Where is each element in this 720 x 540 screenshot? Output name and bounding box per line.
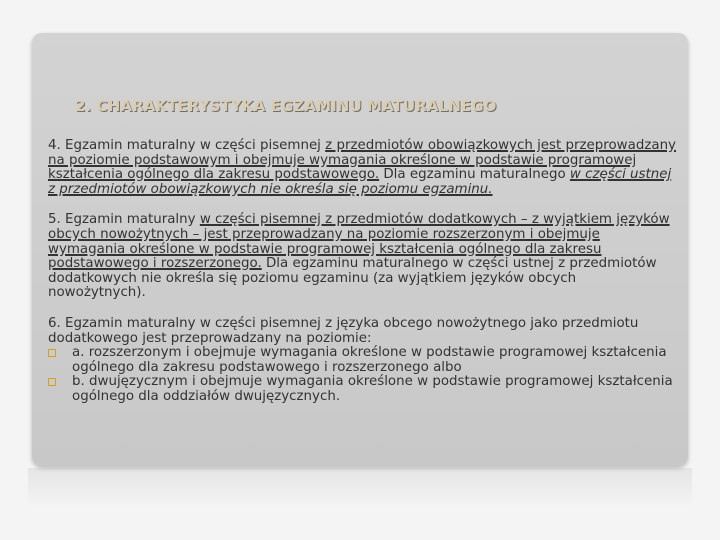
paragraph-4-underlined-main: z przedmiotów obowiązkowych jest przeprowadzany na poziomie podstawowym i obejmuje wymagania określone w podstawie programowej kształcenia ogólnego dla zakresu podstawowego.	[48, 138, 676, 183]
paragraph-5-underlined-main: w części pisemnej z przedmiotów dodatkowych – z wyjątkiem języków obcych nowożytnych – jest przeprowadzany na poziomie rozszerzonym i obejmuje wymagania określone w podstawie programowej kształcenia ogólnego dla zakresu podstawowego i rozszerzonego.	[48, 212, 670, 272]
paragraph-5-intro: 5. Egzamin maturalny	[48, 212, 200, 228]
bullet-item-a-text: a. rozszerzonym i obejmuje wymagania określone w podstawie programowej kształcenia ogólnego dla zakresu podstawowego i rozszerzonego albo	[72, 345, 667, 375]
slide-title: 2. CHARAKTERYSTYKA EGZAMINU MATURALNEGO	[75, 97, 497, 115]
bullet-item-b-text: b. dwujęzycznym i obejmuje wymagania określone w podstawie programowej kształcenia ogólnego dla oddziałów dwujęzycznych.	[72, 374, 673, 404]
paragraph-6	[48, 317, 678, 346]
bullet-item-a	[48, 346, 678, 375]
paragraph-4-underlined-oral: w części ustnej z przedmiotów obowiązkowych nie określa się poziomu egzaminu.	[48, 167, 672, 197]
slide-content	[48, 139, 678, 405]
paragraph-4	[48, 139, 678, 197]
paragraph-4-middle: Dla egzaminu maturalnego	[379, 167, 570, 183]
paragraph-5-tail: Dla egzaminu maturalnego w części ustnej z przedmiotów dodatkowych nie określa się poziomu egzaminu (za wyjątkiem języków obcych nowożytnych).	[48, 256, 657, 301]
paragraph-5	[48, 213, 678, 301]
square-bullet-icon	[48, 349, 56, 357]
square-bullet-icon	[48, 378, 56, 386]
paragraph-4-intro: 4. Egzamin maturalny w części pisemnej	[48, 138, 326, 153]
panel-reflection	[28, 468, 692, 508]
paragraph-6-intro: 6. Egzamin maturalny w części pisemnej z języka obcego nowożytnego jako przedmiotu dodatkowego jest przeprowadzany na poziomie:	[48, 315, 639, 346]
bullet-item-b	[48, 375, 678, 404]
